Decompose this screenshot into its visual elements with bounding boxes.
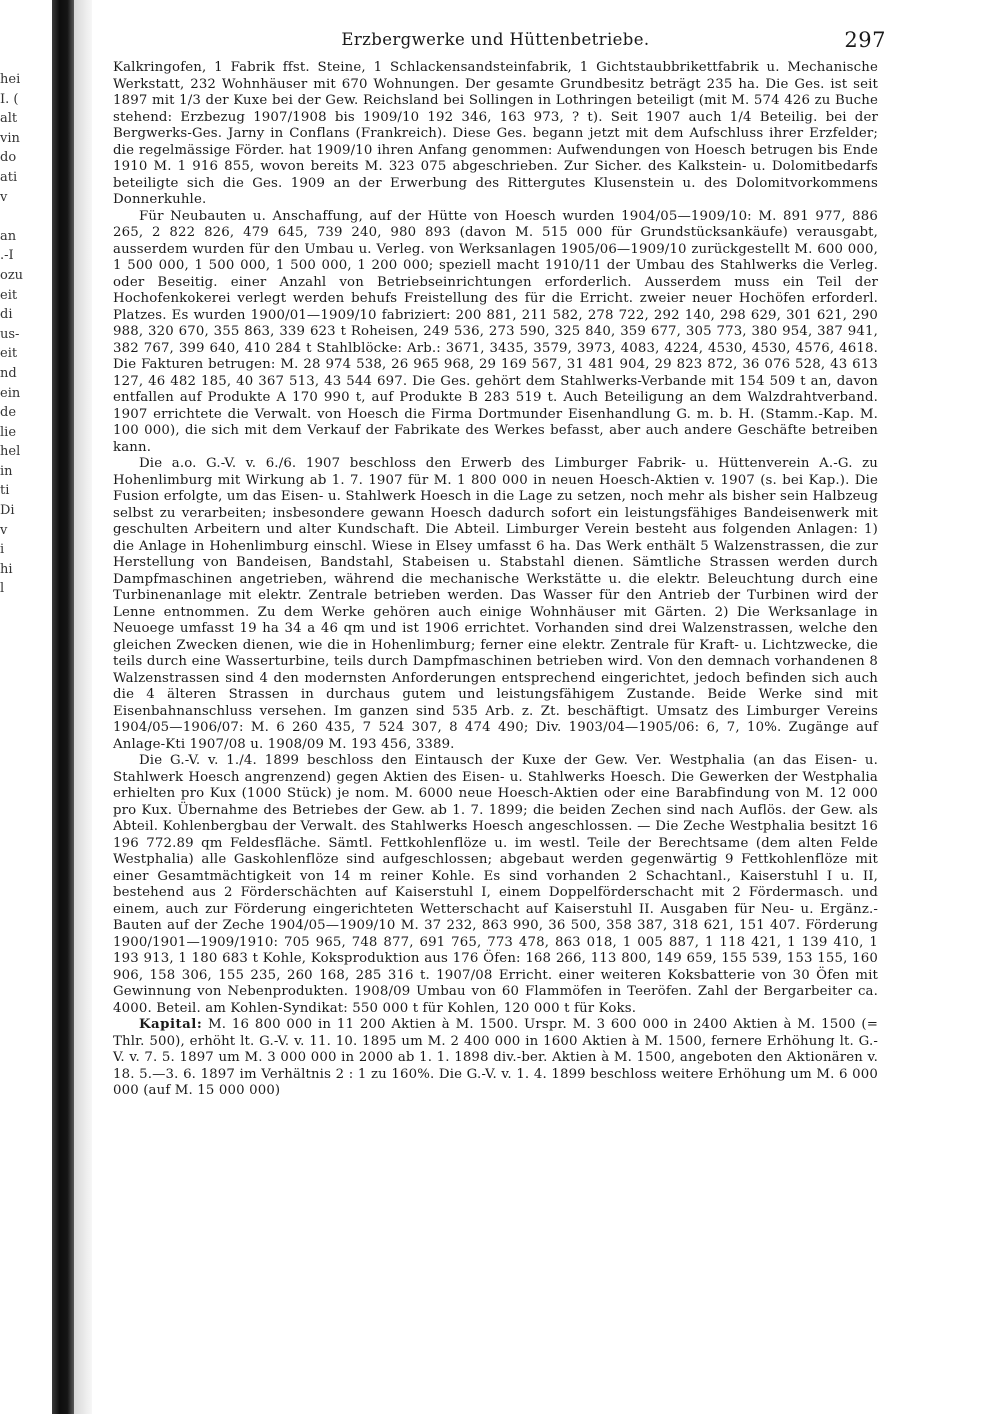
book-binding-gutter [52, 0, 74, 1414]
paragraph-plant-holdings: Kalkringofen, 1 Fabrik ffst. Steine, 1 Schlackensandsteinfabrik, 1 Gichtstaubbrikettfabrik u. Mechanische Werkstatt, 232 Wohnhäuser mit 670 Wohnungen. Der gesamte Grundbesitz beträgt 235 ha. Die Ges. ist seit 1897 mit 1/3 der Kuxe bei der Gew. Reichsland bei Sollingen in Lothringen beteiligt (mit M. 574 426 zu Buche stehend: Erzbezug 1907/1908 bis 1909/10 192 346, 163 973, ? t). Seit 1907 auch 1/4 Beteilig. bei der Bergwerks-Ges. Jarny in Conflans (Frankreich). Diese Ges. begann jetzt mit dem Aufschluss ihrer Erzfelder; die regelmässige Förder. hat 1909/10 ihren Anfang genommen: Aufwendungen von Hoesch betrugen bis Ende 1910 M. 1 916 855, wovon bereits M. 323 075 abgeschrieben. Zur Sicher. des Kalkstein- u. Dolomitbedarfs beteiligte sich die Ges. 1909 an der Erwerbung des Rittergutes Klusenstein u. des Dolomitvorkommens Donnerkuhle. [113, 60, 878, 207]
page-number: 297 [844, 28, 886, 52]
paragraph-limburg-merger: Die a.o. G.-V. v. 6./6. 1907 beschloss den Erwerb des Limburger Fabrik- u. Hüttenverein A.-G. zu Hohenlimburg mit Wirkung ab 1. 7. 1907 für M. 1 800 000 in neuen Hoesch-Aktien v. 1907 (s. bei Kap.). Die Fusion erfolgte, um das Eisen- u. Stahlwerk Hoesch in die Lage zu setzen, noch mehr als bisher sein Halbzeug selbst zu verarbeiten; insbesondere gewann Hoesch dadurch sofort ein leistungsfähiges Bandeisenwerk mit geschulten Arbeitern und alter Kundschaft. Die Abteil. Limburger Verein besteht aus folgenden Anlagen: 1) die Anlage in Hohenlimburg einschl. Wiese in Elsey umfasst 6 ha. Das Werk enthält 5 Walzenstrassen, die zur Herstellung von Bandeisen, Bandstahl, Stabeisen u. Stabstahl dienen. Sämtliche Strassen werden durch Dampfmaschinen angetrieben, während die mechanische Werkstätte u. die elektr. Beleuchtung durch eine Turbinenanlage mit elektr. Zentrale betrieben werden. Das Wasser für den Antrieb der Turbinen wird der Lenne entnommen. Zu dem Werke gehören auch einige Wohnhäuser mit Gärten. 2) Die Werksanlage in Neuoege umfasst 19 ha 34 a 46 qm und ist 1906 errichtet. Vorhanden sind drei Walzenstrassen, welche den gleichen Zwecken dienen, wie die in Hohenlimburg; ferner eine elektr. Zentrale für Kraft- u. Lichtzwecke, die teils durch eine Wasserturbine, teils durch Dampfmaschinen betrieben wird. Von den demnach vorhandenen 8 Walzenstrassen sind 4 den modernsten Anforderungen entsprechend eingerichtet, jedoch befinden sich auch die 4 älteren Strassen in durchaus gutem und leistungsfähigem Zustande. Beide Werke sind mit Eisenbahnanschluss versehen. Im ganzen sind 535 Arb. z. Zt. beschäftigt. Umsatz des Limburger Vereins 1904/05—1906/07: M. 6 260 435, 7 524 307, 8 474 490; Div. 1903/04—1905/06: 6, 7, 10%. Zugänge auf Anlage-Kti 1907/08 u. 1908/09 M. 193 456, 3389. [113, 456, 878, 752]
paragraph-capital [113, 1017, 878, 1100]
capital-text: M. 16 800 000 in 11 200 Aktien à M. 1500. Urspr. M. 3 600 000 in 2400 Aktien à M. 1500 (= Thlr. 500), erhöht lt. G.-V. v. 11. 10. 1895 um M. 2 400 000 in 1600 Aktien à M. 1500, fernere Erhöhung lt. G.-V. v. 7. 5. 1897 um M. 3 000 000 in 2000 ab 1. 1. 1898 div.-ber. Aktien à M. 1500, angeboten den Aktionären v. 18. 5.—3. 6. 1897 im Verhältnis 2 : 1 zu 160%. Die G.-V. v. 1. 4. 1899 beschloss weitere Erhöhung um M. 6 000 000 (auf M. 15 000 000) [113, 1017, 878, 1098]
paragraph-investments-production: Für Neubauten u. Anschaffung, auf der Hütte von Hoesch wurden 1904/05—1909/10: M. 891 977, 886 265, 2 822 826, 479 645, 739 240, 980 893 (davon M. 515 000 für Grundstücksankäufe) verausgabt, ausserdem wurden für den Umbau u. Verleg. von Werksanlagen 1905/06—1909/10 zurückgestellt M. 600 000, 1 500 000, 1 500 000, 1 500 000, 1 200 000; speziell macht 1910/11 der Umbau des Stahlwerks die Verleg. oder Beseitig. einer Anzahl von Betriebseinrichtungen erforderlich. Ausserdem muss ein Teil der Hochofenkokerei verlegt werden behufs Freistellung des für die Erricht. zweier neuer Hochöfen erforderl. Platzes. Es wurden 1900/01—1909/10 fabriziert: 200 881, 211 582, 278 722, 292 140, 298 629, 301 621, 290 988, 320 670, 355 863, 339 623 t Roheisen, 249 536, 273 590, 325 840, 359 677, 305 773, 380 954, 387 941, 382 767, 399 640, 410 284 t Stahlblöcke: Arb.: 3671, 3435, 3579, 3973, 4083, 4224, 4530, 4530, 4576, 4618. Die Fakturen betrugen: M. 28 974 538, 26 965 968, 29 169 567, 31 481 904, 29 823 872, 36 076 528, 43 613 127, 46 482 185, 40 367 513, 43 544 697. Die Ges. gehört dem Stahlwerks-Verbande mit 154 509 t an, davon entfallen auf Produkte A 170 990 t, auf Produkte B 283 519 t. Auch Beteiligung an dem Walzdrahtverband. 1907 errichtete die Verwalt. von Hoesch die Firma Dortmunder Eisenhandlung G. m. b. H. (Stamm.-Kap. M. 100 000), die sich mit dem Verkauf der Fabrikate des Werkes befasst, aber auch andere Geschäfte betreiben kann. [113, 208, 878, 455]
page-body [113, 60, 878, 1100]
capital-label: Kapital: [139, 1017, 203, 1032]
gutter-shadow [74, 0, 92, 1414]
running-title: Erzbergwerke und Hüttenbetriebe. [341, 30, 650, 49]
page-header [113, 28, 886, 60]
paragraph-westphalia-mine: Die G.-V. v. 1./4. 1899 beschloss den Eintausch der Kuxe der Gew. Ver. Westphalia (an das Eisen- u. Stahlwerk Hoesch angrenzend) gegen Aktien des Eisen- u. Stahlwerks Hoesch. Die Gewerken der Westphalia erhielten pro Kux (1000 Stück) je nom. M. 6000 neue Hoesch-Aktien oder eine Barabfindung von M. 12 000 pro Kux. Übernahme des Betriebes der Gew. ab 1. 7. 1899; die beiden Zechen sind nach Auflös. der Gew. als Abteil. Kohlenbergbau der Verwalt. des Stahlwerks Hoesch angeschlossen. — Die Zeche Westphalia besitzt 16 196 772.89 qm Feldesfläche. Sämtl. Fettkohlenflöze u. im westl. Teile der Berechtsame (dem alten Felde Westphalia) alle Gaskohlenflöze sind aufgeschlossen; abgebaut werden gegenwärtig 9 Fettkohlenflöze mit einer Gesamtmächtigkeit von 14 m reiner Kohle. Es sind vorhanden 2 Schachtanl., Kaiserstuhl I u. II, bestehend aus 2 Förderschächten auf Kaiserstuhl I, einem Doppelförderschacht mit 2 Fördermasch. und einem, auch zur Förderung eingerichteten Wetterschacht auf Kaiserstuhl II. Ausgaben für Neu- u. Ergänz.-Bauten auf der Zeche 1904/05—1909/10 M. 37 232, 863 990, 36 500, 358 387, 318 621, 151 407. Förderung 1900/1901—1909/1910: 705 965, 748 877, 691 765, 773 478, 863 018, 1 005 887, 1 118 421, 1 139 410, 1 193 913, 1 180 683 t Kohle, Koksproduktion aus 176 Öfen: 168 266, 113 800, 149 659, 155 539, 153 155, 160 906, 158 306, 155 235, 260 168, 285 316 t. 1907/08 Erricht. einer weiteren Koksbatterie von 30 Öfen mit Gewinnung von Nebenprodukten. 1908/09 Umbau von 60 Flammöfen in Teeröfen. Zahl der Bergarbeiter ca. 4000. Beteil. am Kohlen-Syndikat: 550 000 t für Kohlen, 120 000 t für Koks. [113, 753, 878, 1016]
facing-page-margin-text: hei I. ( alt vin do ati v an .-I ozu eit di us- eit nd ein de lie hel in ti Di v i hi l [0, 72, 24, 597]
page [113, 28, 886, 1100]
